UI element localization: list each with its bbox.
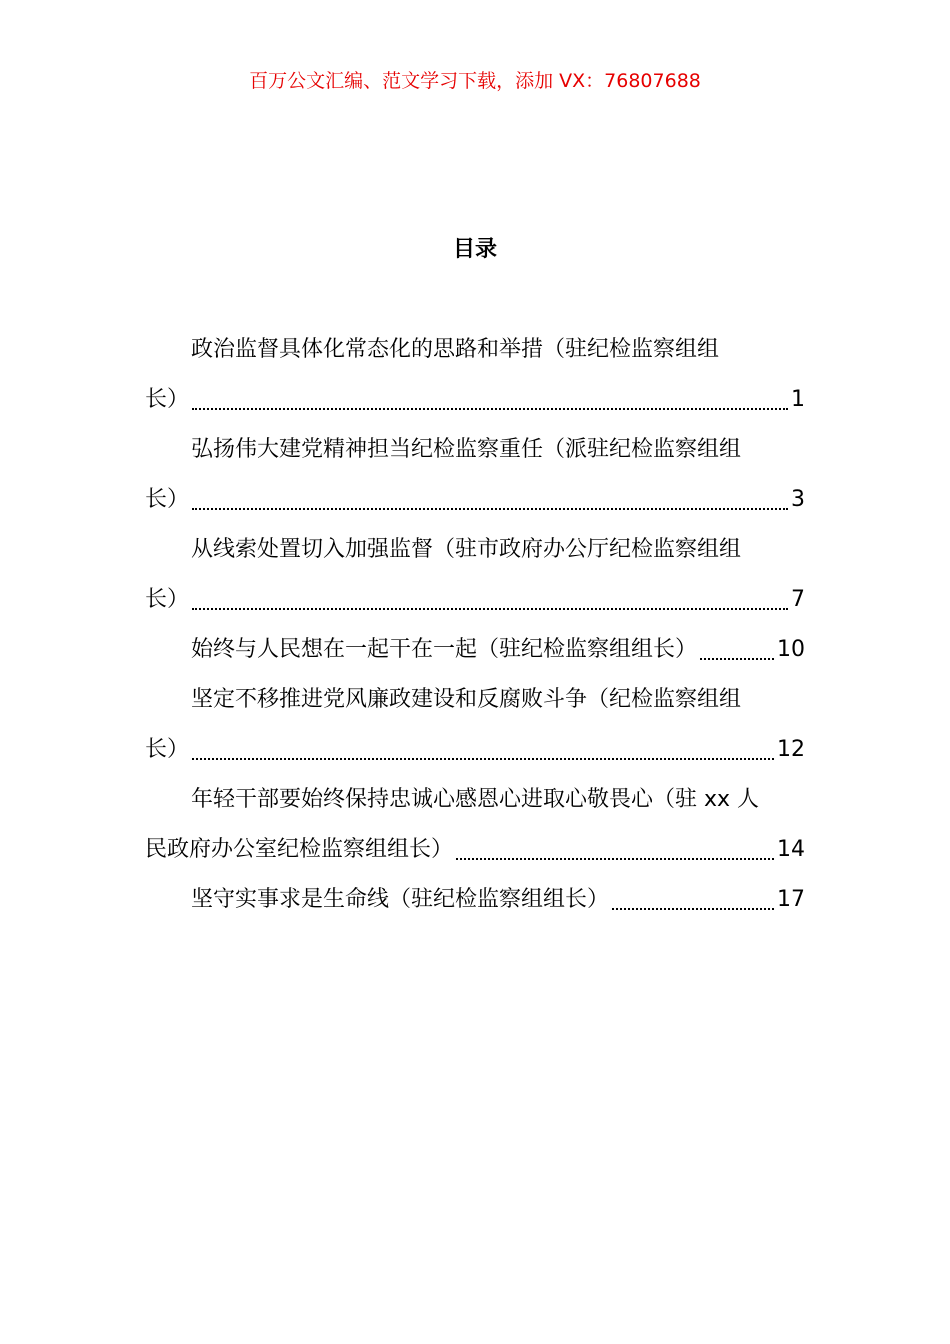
dot-leader <box>612 908 774 910</box>
toc-page-number: 12 <box>777 737 805 762</box>
toc-entry-title: 年轻干部要始终保持忠诚心感恩心进取心敬畏心（驻 xx 人 <box>191 787 760 812</box>
toc-entry-4[interactable] <box>145 625 805 675</box>
toc-entry-title: 弘扬伟大建党精神担当纪检监察重任（派驻纪检监察组组 <box>191 437 742 462</box>
toc-page-number: 14 <box>777 837 805 862</box>
toc-entry-title-cont: 民政府办公室纪检监察组组长） <box>145 837 454 862</box>
toc-entry-6-line1[interactable] <box>145 775 805 825</box>
dot-leader <box>192 608 788 610</box>
toc-page-number: 1 <box>791 387 805 412</box>
toc-page-number: 7 <box>791 587 805 612</box>
toc-entry-title-cont: 长） <box>145 387 190 412</box>
toc-entry-2-line1[interactable] <box>145 425 805 475</box>
toc-page-number: 3 <box>791 487 805 512</box>
toc-entry-3-line2[interactable] <box>145 575 805 625</box>
toc-entry-3-line1[interactable] <box>145 525 805 575</box>
dot-leader <box>192 508 788 510</box>
toc-page-number: 10 <box>777 637 805 662</box>
header-banner: 百万公文汇编、范文学习下载，添加 VX：76807688 <box>249 70 701 92</box>
toc-entry-title-cont: 长） <box>145 487 190 512</box>
toc-entry-title-cont: 长） <box>145 587 190 612</box>
toc-entry-title: 政治监督具体化常态化的思路和举措（驻纪检监察组组 <box>191 337 720 362</box>
dot-leader <box>700 658 774 660</box>
toc-entry-7[interactable] <box>145 875 805 925</box>
toc-entry-title-cont: 长） <box>145 737 190 762</box>
toc-entry-title: 坚定不移推进党风廉政建设和反腐败斗争（纪检监察组组 <box>191 687 742 712</box>
toc-entry-5-line2[interactable] <box>145 725 805 775</box>
dot-leader <box>192 408 788 410</box>
toc-page-number: 17 <box>777 887 805 912</box>
toc-entry-5-line1[interactable] <box>145 675 805 725</box>
toc-entry-2-line2[interactable] <box>145 475 805 525</box>
toc-entry-6-line2[interactable] <box>145 825 805 875</box>
toc-entry-title: 从线索处置切入加强监督（驻市政府办公厅纪检监察组组 <box>191 537 742 562</box>
dot-leader <box>456 858 774 860</box>
toc-entry-1-line2[interactable] <box>145 375 805 425</box>
toc-entry-title: 始终与人民想在一起干在一起（驻纪检监察组组长） <box>191 637 698 662</box>
dot-leader <box>192 758 774 760</box>
toc-entry-1-line1[interactable] <box>145 325 805 375</box>
toc-title: 目录 <box>452 237 497 262</box>
table-of-contents <box>145 325 805 925</box>
toc-entry-title: 坚守实事求是生命线（驻纪检监察组组长） <box>191 887 610 912</box>
